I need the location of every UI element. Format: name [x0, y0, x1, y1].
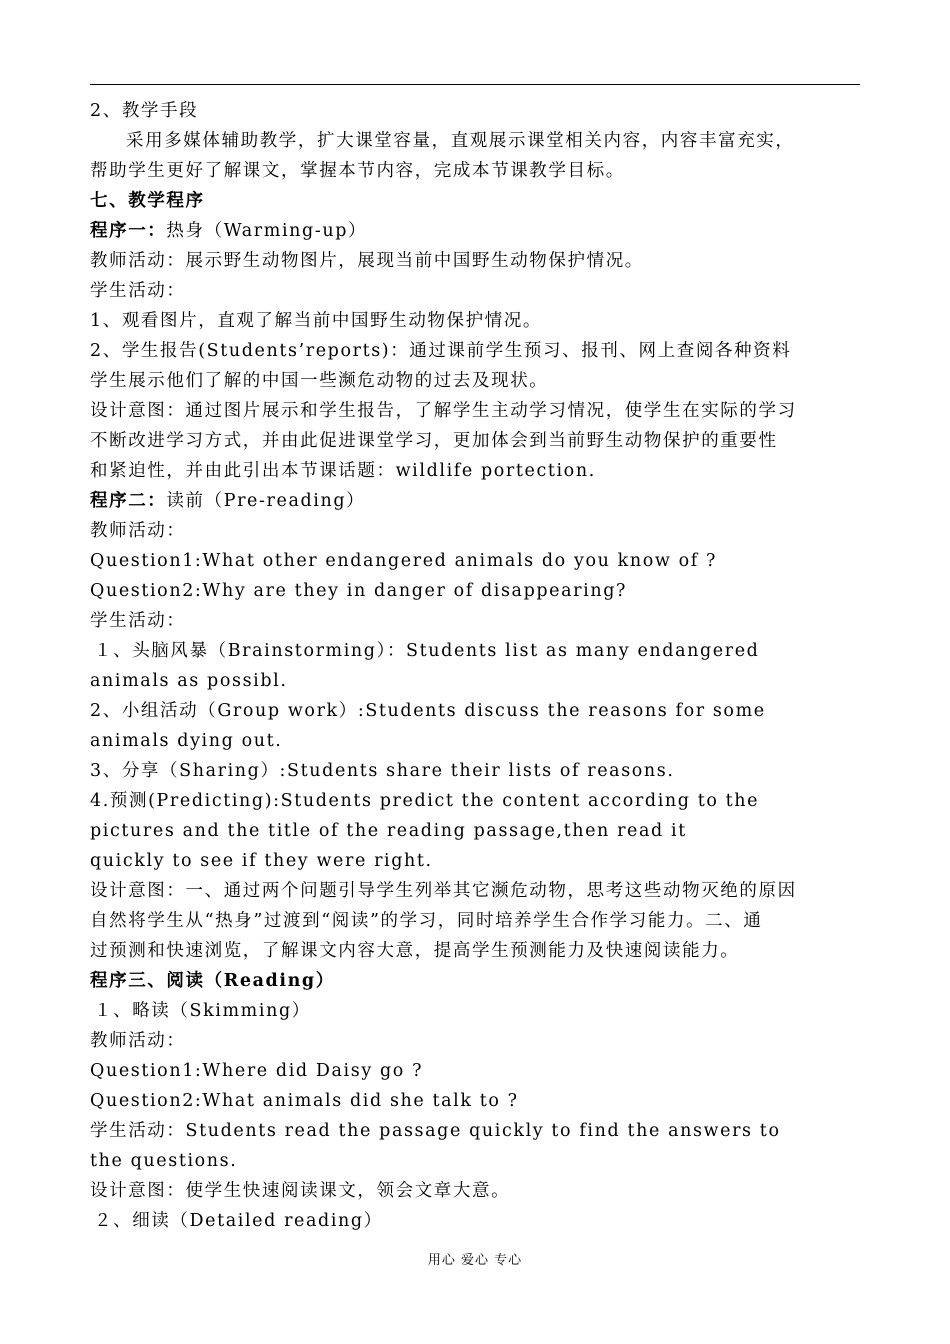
procedure-heading: 程序三、阅读（Reading） [90, 971, 335, 991]
text-line: ２、细读（Detailed reading） [94, 1211, 383, 1231]
text-line: 学生活动： [90, 611, 186, 631]
page-footer: 用心 爱心 专心 [427, 1253, 523, 1268]
text-line: animals as possibl. [90, 671, 288, 691]
text-line: 2、学生报告(Students’reports)：通过课前学生预习、报刊、网上查阅各种资料 [90, 341, 792, 361]
text-line: 学生展示他们了解的中国一些濒危动物的过去及现状。 [90, 371, 549, 391]
text-line: 2、教学手段 [90, 101, 199, 121]
text-line: １、略读（Skimming） [94, 1001, 311, 1021]
text-line: the questions. [90, 1151, 238, 1171]
document-body [90, 96, 862, 1236]
text-line: 教师活动：展示野生动物图片，展现当前中国野生动物保护情况。 [90, 251, 644, 271]
text-line: 3、分享（Sharing）:Students share their lists of reasons. [90, 761, 675, 781]
text-line: 设计意图：通过图片展示和学生报告，了解学生主动学习情况，使学生在实际的学习 [90, 401, 797, 421]
text-line: 过预测和快速浏览，了解课文内容大意，提高学生预测能力及快速阅读能力。 [90, 941, 740, 961]
text-line: 帮助学生更好了解课文，掌握本节内容，完成本节课教学目标。 [90, 161, 625, 181]
text-line: Question1:What other endangered animals do you know of ? [90, 551, 717, 571]
text-line: 和紧迫性，并由此引出本节课话题：wildlife portection. [90, 461, 596, 481]
text-line: 设计意图：一、通过两个问题引导学生列举其它濒危动物，思考这些动物灭绝的原因 [90, 881, 797, 901]
text-line: Question2:Why are they in danger of disappearing? [90, 581, 627, 601]
text-line: 4.预测(Predicting):Students predict the content according to the [90, 791, 760, 811]
text-line: 教师活动： [90, 521, 186, 541]
text-line: quickly to see if they were right. [90, 851, 433, 871]
text-line: Question2:What animals did she talk to ? [90, 1091, 519, 1111]
text-line: 2、小组活动（Group work）:Students discuss the reasons for some [90, 701, 766, 721]
text-line: 学生活动： [90, 281, 186, 301]
text-line: 不断改进学习方式，并由此促进课堂学习，更加体会到当前野生动物保护的重要性 [90, 431, 778, 451]
bold-label: 程序二： [90, 491, 167, 511]
text-line: 采用多媒体辅助教学，扩大课堂容量，直观展示课堂相关内容，内容丰富充实， [126, 131, 795, 151]
text-line: animals dying out. [90, 731, 283, 751]
text-line: 自然将学生从“热身”过渡到“阅读”的学习，同时培养学生合作学习能力。二、通 [90, 911, 763, 931]
procedure-heading: 程序二：读前（Pre-reading） [90, 491, 366, 511]
text-line: １、头脑风暴（Brainstorming）：Students list as many endangered [94, 641, 760, 661]
text-line: 学生活动：Students read the passage quickly to find the answers to [90, 1121, 781, 1141]
bold-label: 程序一： [90, 221, 167, 241]
text-line: 1、观看图片，直观了解当前中国野生动物保护情况。 [90, 311, 543, 331]
text-line: Question1:Where did Daisy go ? [90, 1061, 424, 1081]
procedure-heading: 程序一：热身（Warming-up） [90, 221, 368, 241]
text-line: 教师活动： [90, 1031, 186, 1051]
header-rule [90, 84, 860, 85]
text-line: 设计意图：使学生快速阅读课文，领会文章大意。 [90, 1181, 511, 1201]
section-heading: 七、教学程序 [90, 191, 205, 211]
text-line: pictures and the title of the reading passage,then read it [90, 821, 687, 841]
